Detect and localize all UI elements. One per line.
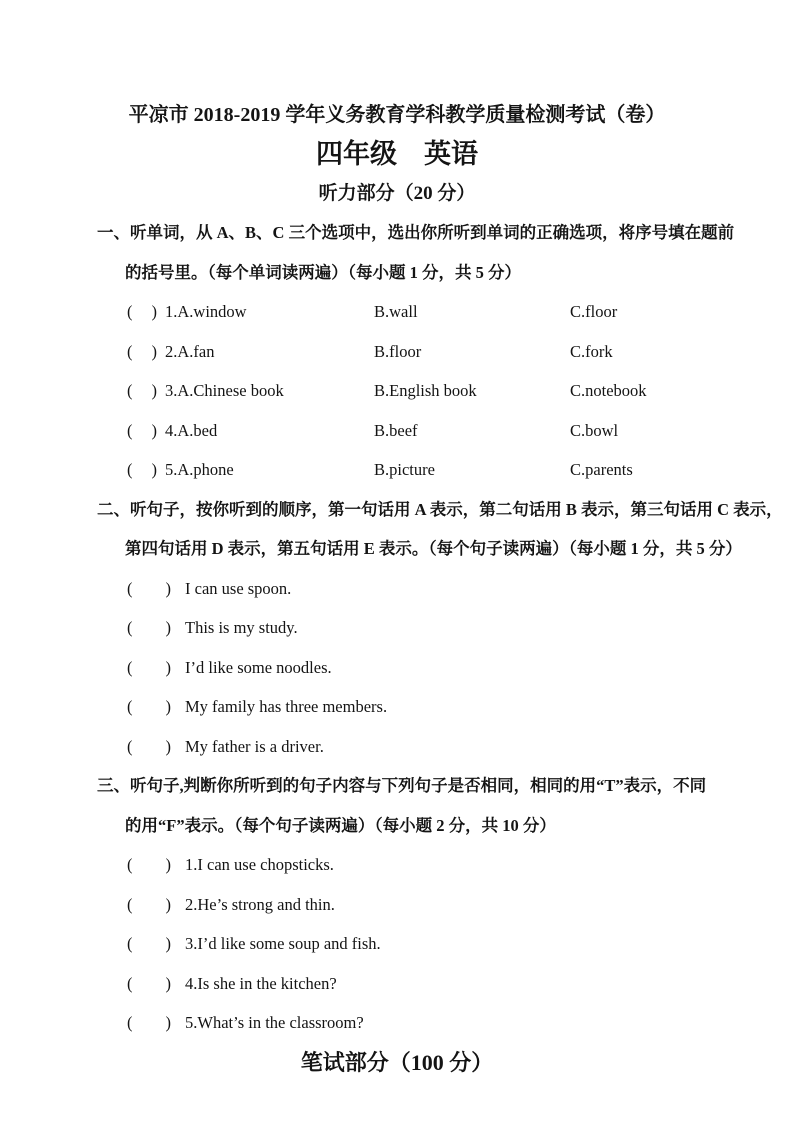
paren-close: ) (165, 934, 171, 953)
answer-blank (127, 371, 157, 411)
sentence-text: This is my study. (185, 618, 298, 637)
option-c: C.fork (570, 341, 613, 361)
option-b: B.floor (374, 341, 422, 361)
sentence-text: 1.I can use chopsticks. (185, 855, 334, 874)
page-title: 平凉市 2018-2019 学年义务教育学科教学质量检测考试（卷） (128, 104, 666, 126)
answer-blank (127, 608, 171, 648)
answer-blank (127, 727, 171, 767)
answer-blank (127, 292, 157, 332)
section-2-heading-line-1: 二、听句子，按你听到的顺序，第一句话用 A 表示，第二句话用 B 表示，第三句话用 C 表示， (97, 499, 783, 519)
answer-blank (127, 924, 171, 964)
paren-open: ( (127, 697, 133, 716)
section-2-item-1 (97, 569, 697, 609)
answer-blank (127, 885, 171, 925)
paren-close: ) (165, 657, 171, 677)
paren-close: ) (151, 302, 157, 321)
sentence-text: My father is a driver. (185, 736, 324, 756)
paren-open: ( (127, 657, 133, 677)
section-1-item-5 (97, 450, 697, 490)
paren-close: ) (165, 697, 171, 716)
sentence-text: My family has three members. (185, 697, 388, 716)
paren-close: ) (165, 973, 171, 993)
paren-open: ( (127, 973, 133, 993)
option-b: B.English book (374, 381, 477, 400)
paren-open: ( (127, 341, 133, 361)
option-a: 5.A.phone (165, 460, 234, 479)
paren-open: ( (127, 894, 133, 914)
section-1-item-3 (97, 371, 697, 411)
paren-close: ) (165, 1013, 171, 1032)
section-2-item-5 (97, 727, 697, 767)
sentence-text: 5.What’s in the classroom? (185, 1013, 364, 1032)
paren-open: ( (127, 1013, 133, 1032)
page-subtitle: 四年级 英语 (316, 139, 478, 169)
option-a: 3.A.Chinese book (165, 381, 284, 400)
paren-open: ( (127, 934, 133, 953)
answer-blank (127, 569, 171, 609)
paren-open: ( (127, 381, 133, 400)
paren-close: ) (151, 341, 157, 361)
paren-close: ) (165, 736, 171, 756)
section-2-item-2 (97, 608, 697, 648)
paren-open: ( (127, 420, 133, 440)
section-2-item-4 (97, 687, 697, 727)
sentence-text: 4.Is she in the kitchen? (185, 973, 337, 993)
exam-body (97, 213, 783, 1082)
option-c: C.parents (570, 460, 633, 479)
paren-open: ( (127, 578, 133, 598)
answer-blank (127, 648, 171, 688)
section-3-item-1 (97, 845, 697, 885)
section-1-item-1 (97, 292, 697, 332)
paren-close: ) (165, 894, 171, 914)
option-b: B.beef (374, 420, 418, 440)
option-c: C.floor (570, 302, 618, 321)
answer-blank (127, 411, 157, 451)
option-a: 1.A.window (165, 302, 247, 321)
paren-open: ( (127, 302, 133, 321)
section-3-heading-line-2: 的用“F”表示。（每个句子读两遍）（每小题 2 分，共 10 分） (125, 815, 556, 835)
option-a: 4.A.bed (165, 420, 218, 440)
sentence-text: I’d like some noodles. (185, 657, 332, 677)
section-1-item-2 (97, 332, 697, 372)
paren-open: ( (127, 618, 133, 637)
answer-blank (127, 450, 157, 490)
paren-close: ) (165, 578, 171, 598)
paren-close: ) (165, 618, 171, 637)
option-a: 2.A.fan (165, 341, 215, 361)
paren-close: ) (151, 420, 157, 440)
paren-open: ( (127, 736, 133, 756)
sentence-text: I can use spoon. (185, 578, 292, 598)
sentence-text: 3.I’d like some soup and fish. (185, 934, 381, 953)
answer-blank (127, 1003, 171, 1043)
option-b: B.picture (374, 460, 435, 479)
section-3-item-5 (97, 1003, 697, 1043)
paren-open: ( (127, 855, 133, 874)
answer-blank (127, 687, 171, 727)
answer-blank (127, 845, 171, 885)
option-c: C.notebook (570, 381, 647, 400)
written-part-header: 笔试部分（100 分） (300, 1049, 494, 1075)
answer-blank (127, 332, 157, 372)
option-c: C.bowl (570, 420, 619, 440)
sentence-text: 2.He’s strong and thin. (185, 894, 335, 914)
paren-close: ) (151, 381, 157, 400)
section-1-item-4 (97, 411, 697, 451)
section-3-heading-line-1: 三、听句子,判断你所听到的句子内容与下列句子是否相同，相同的用“T”表示，不同 (97, 776, 707, 795)
option-b: B.wall (374, 302, 418, 321)
paren-close: ) (151, 460, 157, 479)
section-1-heading-line-2: 的括号里。（每个单词读两遍）（每小题 1 分，共 5 分） (125, 262, 521, 282)
section-2-heading-line-2: 第四句话用 D 表示，第五句话用 E 表示。（每个句子读两遍）（每小题 1 分，共 5 分） (125, 539, 742, 558)
paren-close: ) (165, 855, 171, 874)
section-2-item-3 (97, 648, 697, 688)
section-3-item-3 (97, 924, 697, 964)
section-3-item-2 (97, 885, 697, 925)
section-3-item-4 (97, 964, 697, 1004)
answer-blank (127, 964, 171, 1004)
paren-open: ( (127, 460, 133, 479)
section-1-heading-line-1: 一、听单词，从 A、B、C 三个选项中，选出你所听到单词的正确选项，将序号填在题前 (97, 223, 735, 242)
listening-part-header: 听力部分（20 分） (318, 183, 476, 204)
